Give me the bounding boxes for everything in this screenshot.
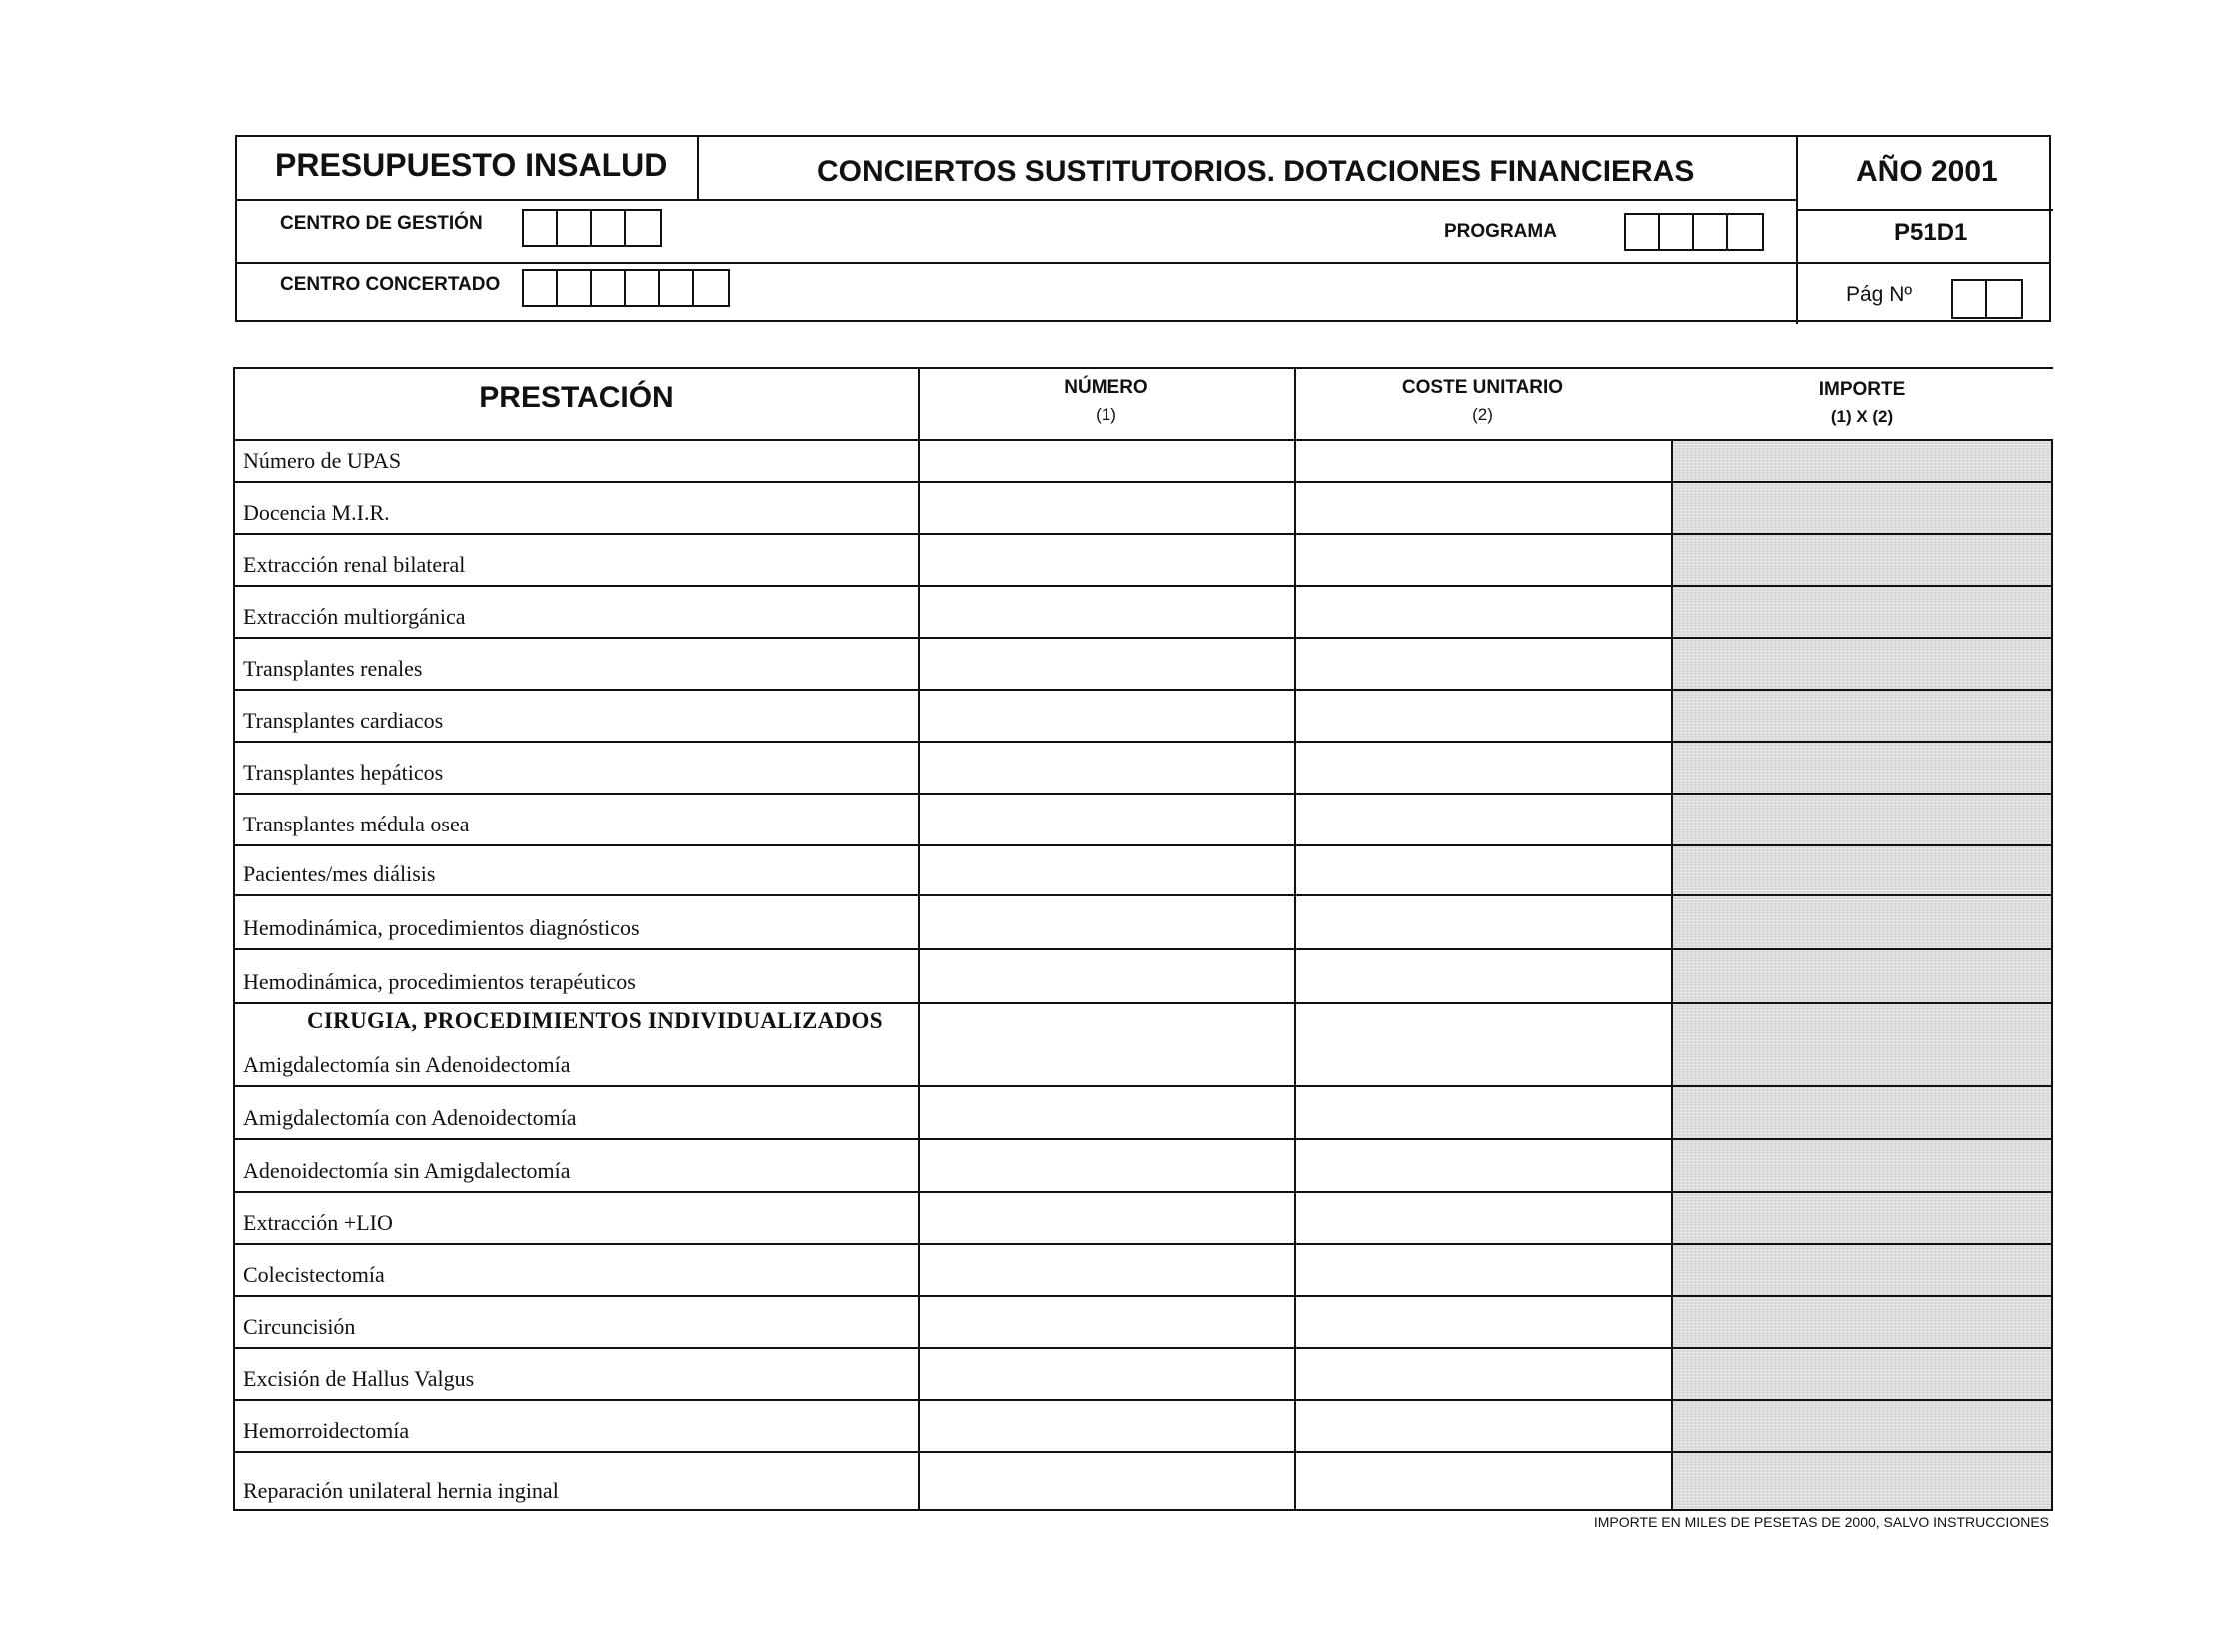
coste-unitario-cell[interactable]: [1296, 1087, 1671, 1138]
numero-cell[interactable]: [920, 587, 1294, 637]
header-importe: IMPORTE (1) X (2): [1671, 369, 2053, 439]
coste-unitario-cell[interactable]: [1296, 535, 1671, 585]
numero-cell[interactable]: [920, 846, 1294, 894]
numero-cell[interactable]: [920, 1349, 1294, 1399]
coste-unitario-cell[interactable]: [1296, 1245, 1671, 1295]
header-numero: NÚMERO (1): [1064, 377, 1148, 424]
row-label: Reparación unilateral hernia inginal: [243, 1478, 559, 1503]
coste-unitario-cell[interactable]: [1296, 1193, 1671, 1243]
row-label: Docencia M.I.R.: [243, 500, 390, 525]
divider: [237, 262, 2049, 264]
numero-cell[interactable]: [920, 1401, 1294, 1451]
row-label: Extracción renal bilateral: [243, 552, 466, 577]
centro-concertado-input[interactable]: [522, 269, 730, 307]
numero-cell[interactable]: [920, 1245, 1294, 1295]
numero-cell[interactable]: [920, 1297, 1294, 1347]
divider: [697, 137, 699, 199]
coste-unitario-cell[interactable]: [1296, 483, 1671, 533]
coste-unitario-cell[interactable]: [1296, 691, 1671, 741]
row-label: Excisión de Hallus Valgus: [243, 1366, 475, 1391]
section-title: CIRUGIA, PROCEDIMIENTOS INDIVIDUALIZADOS: [307, 1008, 883, 1033]
divider: [697, 199, 1796, 201]
header-prestacion: PRESTACIÓN: [479, 381, 674, 414]
divider: [1671, 369, 1673, 1509]
coste-unitario-cell[interactable]: [1296, 1140, 1671, 1191]
footer-note: IMPORTE EN MILES DE PESETAS DE 2000, SALVO INSTRUCCIONES: [1593, 1514, 2049, 1530]
numero-cell[interactable]: [920, 1453, 1294, 1511]
row-label: Pacientes/mes diálisis: [243, 861, 436, 886]
numero-cell[interactable]: [920, 535, 1294, 585]
coste-unitario-cell[interactable]: [1296, 639, 1671, 689]
divider: [237, 199, 697, 201]
coste-unitario-cell[interactable]: [1296, 587, 1671, 637]
numero-cell[interactable]: [920, 950, 1294, 1002]
row-label: Extracción multiorgánica: [243, 604, 466, 629]
coste-unitario-cell[interactable]: [1296, 1297, 1671, 1347]
row-label: Hemodinámica, procedimientos diagnósticos: [243, 915, 640, 940]
coste-unitario-cell[interactable]: [1296, 846, 1671, 894]
coste-unitario-cell[interactable]: [1296, 950, 1671, 1002]
centro-gestion-input[interactable]: [522, 209, 662, 247]
year-label: AÑO 2001: [1856, 155, 1998, 188]
coste-unitario-cell[interactable]: [1296, 1349, 1671, 1399]
org-title: PRESUPUESTO INSALUD: [275, 147, 668, 183]
numero-cell[interactable]: [920, 1140, 1294, 1191]
row-label: Colecistectomía: [243, 1262, 385, 1287]
numero-cell[interactable]: [920, 691, 1294, 741]
row-label: Transplantes renales: [243, 656, 423, 681]
coste-unitario-cell[interactable]: [1296, 1004, 1671, 1085]
row-label: Circuncisión: [243, 1314, 356, 1339]
coste-unitario-cell[interactable]: [1296, 441, 1671, 481]
programa-input[interactable]: [1624, 213, 1764, 251]
numero-cell[interactable]: [920, 795, 1294, 844]
row-label: Hemorroidectomía: [243, 1418, 410, 1443]
numero-cell[interactable]: [920, 743, 1294, 793]
row-label: Transplantes médula osea: [243, 812, 470, 836]
row-label: Amigdalectomía sin Adenoidectomía: [243, 1052, 571, 1077]
row-label: Transplantes cardiacos: [243, 708, 444, 733]
numero-cell[interactable]: [920, 1193, 1294, 1243]
form-code: P51D1: [1894, 219, 1968, 246]
row-label: Adenoidectomía sin Amigdalectomía: [243, 1158, 571, 1183]
form-title: CONCIERTOS SUSTITUTORIOS. DOTACIONES FINANCIERAS: [817, 155, 1695, 188]
centro-gestion-label: CENTRO DE GESTIÓN: [280, 213, 483, 234]
divider: [1796, 209, 2053, 211]
coste-unitario-cell[interactable]: [1296, 1401, 1671, 1451]
row-label: Número de UPAS: [243, 448, 402, 473]
prestaciones-table: [233, 367, 2053, 1511]
page-number-label: Pág Nº: [1846, 283, 1913, 306]
numero-cell[interactable]: [920, 483, 1294, 533]
coste-unitario-cell[interactable]: [1296, 795, 1671, 844]
coste-unitario-cell[interactable]: [1296, 896, 1671, 948]
header-coste-unitario: COSTE UNITARIO (2): [1401, 377, 1564, 424]
numero-cell[interactable]: [920, 1004, 1294, 1085]
numero-cell[interactable]: [920, 639, 1294, 689]
divider: [1796, 137, 1798, 324]
row-label: Amigdalectomía con Adenoidectomía: [243, 1105, 577, 1130]
row-label: Transplantes hepáticos: [243, 760, 444, 785]
row-label: Extracción +LIO: [243, 1210, 393, 1235]
coste-unitario-cell[interactable]: [1296, 743, 1671, 793]
form-header: [235, 135, 2051, 322]
programa-label: PROGRAMA: [1444, 221, 1557, 242]
coste-unitario-cell[interactable]: [1296, 1453, 1671, 1511]
row-label: Hemodinámica, procedimientos terapéuticos: [243, 969, 636, 994]
numero-cell[interactable]: [920, 896, 1294, 948]
numero-cell[interactable]: [920, 441, 1294, 481]
centro-concertado-label: CENTRO CONCERTADO: [280, 274, 501, 295]
numero-cell[interactable]: [920, 1087, 1294, 1138]
page-number-input[interactable]: [1951, 279, 2023, 319]
